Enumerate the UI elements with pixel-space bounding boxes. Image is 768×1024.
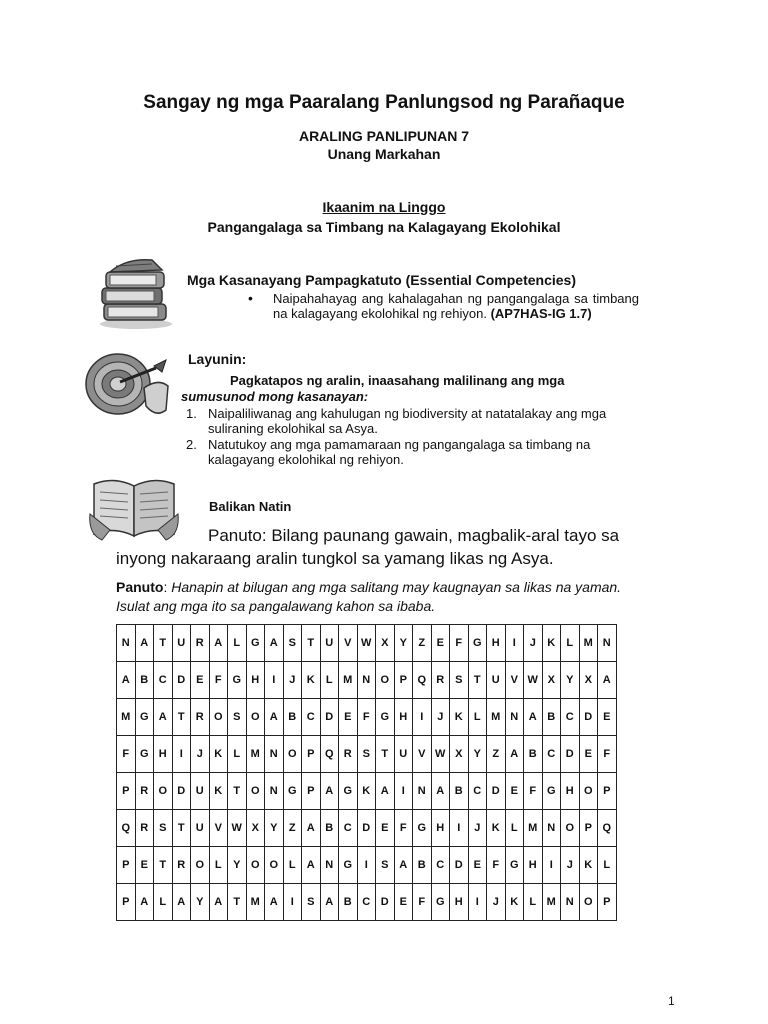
grid-cell[interactable]: X [542,662,561,699]
grid-cell[interactable]: Q [413,662,432,699]
grid-cell[interactable]: G [376,699,395,736]
grid-cell[interactable]: I [450,810,469,847]
grid-cell[interactable]: D [561,736,580,773]
competencies-heading: Mga Kasanayang Pampagkatuto (Essential Competencies) [187,272,576,288]
grid-cell[interactable]: E [579,736,598,773]
grid-cell[interactable]: E [191,662,210,699]
grid-cell[interactable]: E [135,847,154,884]
grid-cell[interactable]: E [468,847,487,884]
grid-cell[interactable]: G [228,662,247,699]
grid-cell[interactable]: J [561,847,580,884]
grid-cell[interactable]: X [450,736,469,773]
grid-cell[interactable]: N [357,662,376,699]
grid-cell[interactable]: D [450,847,469,884]
panuto-block [116,578,646,616]
objective-number: 1. [186,406,197,421]
grid-cell[interactable]: C [542,736,561,773]
grid-cell[interactable]: C [302,699,321,736]
grid-cell[interactable]: K [505,884,524,921]
grid-cell[interactable]: B [283,699,302,736]
grid-cell[interactable]: R [339,736,358,773]
grid-cell[interactable]: T [468,662,487,699]
objectives-intro-line1: Pagkatapos ng aralin, inaasahang malilinang ang mga [230,373,565,388]
grid-cell[interactable]: U [394,736,413,773]
grid-cell[interactable]: H [450,884,469,921]
competency-code: (AP7HAS-IG 1.7) [490,306,592,321]
grid-cell[interactable]: G [246,625,265,662]
grid-cell[interactable]: X [579,662,598,699]
grid-cell[interactable]: L [468,699,487,736]
word-search-grid [116,624,617,921]
grid-cell[interactable]: U [172,625,191,662]
grid-cell[interactable]: N [542,810,561,847]
grid-cell[interactable]: G [339,847,358,884]
grid-cell[interactable]: Y [228,847,247,884]
grid-cell[interactable]: O [376,662,395,699]
grid-cell[interactable]: N [598,625,617,662]
grid-cell[interactable]: L [561,625,580,662]
grid-cell[interactable]: F [450,625,469,662]
grid-cell[interactable]: G [431,884,450,921]
competency-item [273,291,639,321]
panuto-text: Hanapin at bilugan ang mga salitang may kaugnayan sa likas na yaman. Isulat ang mga ito sa pangalawang kahon sa ibaba. [116,579,622,614]
grid-cell[interactable]: K [302,662,321,699]
grid-cell[interactable]: J [524,625,543,662]
grid-cell[interactable]: K [209,736,228,773]
grid-cell[interactable]: F [524,773,543,810]
grid-cell[interactable]: P [394,662,413,699]
grid-cell[interactable]: T [376,736,395,773]
grid-cell[interactable]: S [228,699,247,736]
grid-cell[interactable]: C [431,847,450,884]
grid-cell[interactable]: P [302,773,321,810]
grid-cell[interactable]: I [357,847,376,884]
grid-cell[interactable]: L [524,884,543,921]
grid-cell[interactable]: K [487,810,506,847]
grid-cell[interactable]: A [394,847,413,884]
grid-cell[interactable]: Z [487,736,506,773]
grid-cell[interactable]: D [172,662,191,699]
grid-cell[interactable]: A [265,699,284,736]
grid-cell[interactable]: G [413,810,432,847]
objective-number: 2. [186,437,197,452]
objective-text: Natutukoy ang mga pamamaraan ng pangangalaga sa timbang na kalagayang ekolohikal ng rehiyon. [208,437,591,467]
grid-row [117,847,617,884]
grid-cell[interactable]: A [598,662,617,699]
grid-cell[interactable]: G [339,773,358,810]
grid-cell[interactable]: H [487,625,506,662]
grid-cell[interactable]: I [283,884,302,921]
grid-cell[interactable]: E [431,625,450,662]
grid-cell[interactable]: I [413,699,432,736]
grid-cell[interactable]: L [505,810,524,847]
grid-cell[interactable]: G [135,736,154,773]
grid-cell[interactable]: K [579,847,598,884]
grid-cell[interactable]: L [228,736,247,773]
grid-cell[interactable]: B [413,847,432,884]
grid-cell[interactable]: A [302,847,321,884]
grid-cell[interactable]: K [357,773,376,810]
grid-cell[interactable]: B [320,810,339,847]
bullet-icon: • [248,290,253,306]
grid-cell[interactable]: R [135,810,154,847]
grid-cell[interactable]: O [579,773,598,810]
grid-cell[interactable]: A [302,810,321,847]
grid-cell[interactable]: W [228,810,247,847]
grid-cell[interactable]: T [154,847,173,884]
grid-cell[interactable]: O [191,847,210,884]
grid-cell[interactable]: I [172,736,191,773]
grid-cell[interactable]: O [246,773,265,810]
grid-cell[interactable]: A [209,625,228,662]
grid-cell[interactable]: M [579,625,598,662]
grid-cell[interactable]: N [265,773,284,810]
grid-cell[interactable]: Q [117,810,136,847]
grid-cell[interactable]: O [154,773,173,810]
grid-cell[interactable]: I [542,847,561,884]
grid-cell[interactable]: G [135,699,154,736]
grid-cell[interactable]: B [450,773,469,810]
grid-row [117,662,617,699]
grid-cell[interactable]: L [209,847,228,884]
grid-cell[interactable]: Y [394,625,413,662]
grid-cell[interactable]: Z [413,625,432,662]
grid-cell[interactable]: E [394,884,413,921]
grid-cell[interactable]: A [135,884,154,921]
books-icon [96,254,176,330]
quarter-label: Unang Markahan [327,146,441,162]
subject-title: ARALING PANLIPUNAN 7 [298,128,470,144]
grid-cell[interactable]: Y [191,884,210,921]
grid-cell[interactable]: F [209,662,228,699]
objectives-intro-line2: sumusunod mong kasanayan: [181,389,369,404]
grid-cell[interactable]: D [376,884,395,921]
grid-cell[interactable]: E [339,699,358,736]
grid-cell[interactable]: A [154,699,173,736]
objectives-list [186,406,646,468]
grid-cell[interactable]: V [209,810,228,847]
grid-cell[interactable]: H [394,699,413,736]
grid-cell[interactable]: T [172,699,191,736]
grid-cell[interactable]: F [487,847,506,884]
grid-cell[interactable]: V [413,736,432,773]
grid-cell[interactable]: Q [598,810,617,847]
objective-item [186,406,646,436]
grid-cell[interactable]: A [265,884,284,921]
grid-cell[interactable]: C [468,773,487,810]
grid-cell[interactable]: B [542,699,561,736]
grid-cell[interactable]: N [505,699,524,736]
grid-cell[interactable]: M [487,699,506,736]
grid-row [117,625,617,662]
grid-cell[interactable]: S [283,625,302,662]
grid-cell[interactable]: S [357,736,376,773]
grid-cell[interactable]: T [154,625,173,662]
grid-cell[interactable]: P [598,773,617,810]
division-title: Sangay ng mga Paaralang Panlungsod ng Parañaque [143,92,625,113]
grid-cell[interactable]: I [468,884,487,921]
review-instruction-block [116,524,656,570]
grid-cell[interactable]: B [339,884,358,921]
review-instruction: Panuto: Bilang paunang gawain, magbalik-aral tayo sa inyong nakaraang aralin tungkol sa yamang likas ng Asya. [116,526,620,568]
grid-cell[interactable]: B [524,736,543,773]
grid-cell[interactable]: L [154,884,173,921]
grid-row [117,810,617,847]
grid-cell[interactable]: U [487,662,506,699]
grid-cell[interactable]: F [598,736,617,773]
grid-cell[interactable]: F [117,736,136,773]
grid-cell[interactable]: P [579,810,598,847]
grid-cell[interactable]: S [376,847,395,884]
grid-cell[interactable]: R [135,773,154,810]
grid-cell[interactable]: Y [561,662,580,699]
grid-cell[interactable]: R [191,625,210,662]
grid-cell[interactable]: S [302,884,321,921]
grid-cell[interactable]: L [320,662,339,699]
grid-cell[interactable]: I [394,773,413,810]
grid-cell[interactable]: H [246,662,265,699]
grid-cell[interactable]: M [524,810,543,847]
panuto-label: Panuto [116,579,164,595]
grid-cell[interactable]: P [302,736,321,773]
topic-title: Pangangalaga sa Timbang na Kalagayang Ekolohikal [207,219,561,235]
grid-cell[interactable]: A [376,773,395,810]
grid-cell[interactable]: G [542,773,561,810]
grid-cell[interactable]: K [209,773,228,810]
grid-cell[interactable]: A [524,699,543,736]
grid-cell[interactable]: S [154,810,173,847]
grid-cell[interactable]: E [505,773,524,810]
grid-cell[interactable]: W [431,736,450,773]
grid-row [117,699,617,736]
word-search-table [116,624,617,921]
grid-cell[interactable]: X [376,625,395,662]
grid-cell[interactable]: A [505,736,524,773]
grid-cell[interactable]: G [505,847,524,884]
grid-cell[interactable]: N [265,736,284,773]
grid-cell[interactable]: D [487,773,506,810]
objective-text: Naipaliliwanag ang kahulugan ng biodiversity at natatalakay ang mga suliraning ekolohikal sa Asya. [208,406,607,436]
grid-cell[interactable]: J [431,699,450,736]
grid-cell[interactable]: A [265,625,284,662]
grid-cell[interactable]: A [431,773,450,810]
grid-cell[interactable]: O [246,699,265,736]
grid-cell[interactable]: R [172,847,191,884]
review-heading: Balikan Natin [209,499,292,514]
grid-cell[interactable]: C [339,810,358,847]
grid-cell[interactable]: J [468,810,487,847]
competency-text: Naipahahayag ang kahalagahan ng pangangalaga sa timbang na kalagayang ekolohikal ng rehiyon. [273,291,639,321]
grid-cell[interactable]: K [542,625,561,662]
week-label: Ikaanim na Linggo [322,199,446,215]
grid-cell[interactable]: Q [320,736,339,773]
grid-cell[interactable]: A [135,625,154,662]
grid-cell[interactable]: J [487,884,506,921]
grid-cell[interactable]: F [413,884,432,921]
grid-cell[interactable]: O [265,847,284,884]
grid-cell[interactable]: O [579,884,598,921]
grid-row [117,773,617,810]
grid-cell[interactable]: Z [283,810,302,847]
grid-cell[interactable]: C [357,884,376,921]
grid-cell[interactable]: M [246,736,265,773]
grid-cell[interactable]: O [246,847,265,884]
grid-cell[interactable]: W [524,662,543,699]
grid-cell[interactable]: N [413,773,432,810]
grid-cell[interactable]: A [320,884,339,921]
grid-cell[interactable]: V [505,662,524,699]
grid-cell[interactable]: U [191,810,210,847]
grid-cell[interactable]: M [117,699,136,736]
target-icon [84,348,172,424]
grid-cell[interactable]: A [172,884,191,921]
grid-cell[interactable]: A [209,884,228,921]
grid-cell[interactable]: G [283,773,302,810]
grid-cell[interactable]: O [283,736,302,773]
grid-cell[interactable]: N [561,884,580,921]
grid-cell[interactable]: T [228,884,247,921]
grid-cell[interactable]: A [320,773,339,810]
grid-cell[interactable]: U [320,625,339,662]
grid-cell[interactable]: T [172,810,191,847]
grid-cell[interactable]: R [191,699,210,736]
grid-row [117,884,617,921]
grid-cell[interactable]: H [431,810,450,847]
grid-cell[interactable]: P [117,884,136,921]
grid-cell[interactable]: L [283,847,302,884]
page-number: 1 [668,994,675,1008]
panuto-colon: : [163,579,172,595]
grid-cell[interactable]: L [598,847,617,884]
grid-cell[interactable]: H [524,847,543,884]
grid-cell[interactable]: Y [468,736,487,773]
grid-cell[interactable]: L [228,625,247,662]
grid-cell[interactable]: V [339,625,358,662]
grid-cell[interactable]: E [376,810,395,847]
grid-cell[interactable]: F [394,810,413,847]
grid-cell[interactable]: O [209,699,228,736]
grid-cell[interactable]: N [117,625,136,662]
grid-cell[interactable]: F [357,699,376,736]
grid-row [117,736,617,773]
grid-cell[interactable]: D [357,810,376,847]
grid-cell[interactable]: D [579,699,598,736]
grid-cell[interactable]: G [468,625,487,662]
grid-cell[interactable]: R [431,662,450,699]
grid-cell[interactable]: C [154,662,173,699]
objectives-heading: Layunin: [188,351,247,367]
grid-cell[interactable]: X [246,810,265,847]
grid-cell[interactable]: T [302,625,321,662]
grid-cell[interactable]: A [117,662,136,699]
grid-cell[interactable]: D [172,773,191,810]
grid-cell[interactable]: W [357,625,376,662]
grid-cell[interactable]: K [450,699,469,736]
grid-cell[interactable]: I [265,662,284,699]
grid-cell[interactable]: M [339,662,358,699]
grid-cell[interactable]: J [191,736,210,773]
grid-cell[interactable]: J [283,662,302,699]
grid-cell[interactable]: M [246,884,265,921]
grid-cell[interactable]: B [135,662,154,699]
grid-cell[interactable]: P [117,773,136,810]
grid-cell[interactable]: P [598,884,617,921]
grid-cell[interactable]: H [561,773,580,810]
grid-cell[interactable]: N [320,847,339,884]
grid-cell[interactable]: C [561,699,580,736]
grid-cell[interactable]: U [191,773,210,810]
grid-cell[interactable]: O [561,810,580,847]
grid-cell[interactable]: S [450,662,469,699]
grid-cell[interactable]: E [598,699,617,736]
grid-cell[interactable]: P [117,847,136,884]
grid-cell[interactable]: H [154,736,173,773]
grid-cell[interactable]: D [320,699,339,736]
grid-cell[interactable]: M [542,884,561,921]
objective-item [186,437,646,467]
grid-cell[interactable]: T [228,773,247,810]
grid-cell[interactable]: Y [265,810,284,847]
grid-cell[interactable]: I [505,625,524,662]
